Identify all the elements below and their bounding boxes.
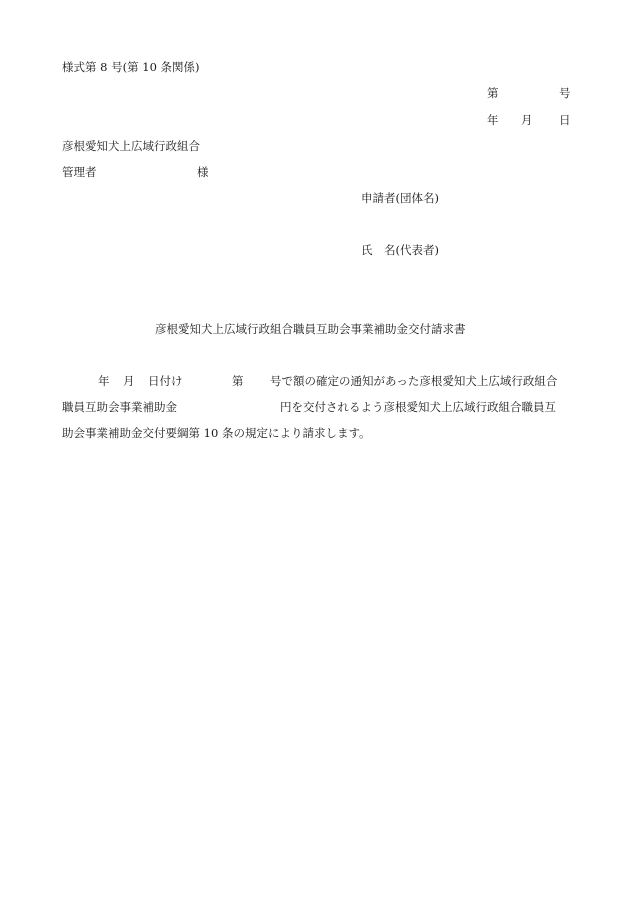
body-month: 月	[123, 374, 135, 388]
body-line2-part2: 円を交付されるよう彦根愛知犬上広域行政組合職員互	[280, 400, 556, 414]
date-year: 年	[487, 113, 499, 127]
applicant-group-label: 申請者(団体名)	[361, 191, 439, 205]
body-number-prefix: 第	[232, 374, 244, 388]
doc-number-prefix: 第	[487, 86, 499, 100]
body-line2-part1: 職員互助会事業補助金	[62, 400, 177, 414]
recipient-organization: 彦根愛知犬上広域行政組合	[62, 139, 200, 153]
body-line1-rest: 号で額の確定の通知があった彦根愛知犬上広域行政組合	[270, 374, 558, 388]
body-day-dated: 日付け	[148, 374, 183, 388]
date-day: 日	[559, 113, 571, 127]
form-label: 様式第 8 号(第 10 条関係)	[62, 60, 200, 74]
recipient-title: 管理者	[62, 165, 97, 179]
body-line-3: 助会事業補助金交付要綱第 10 条の規定により請求します。	[62, 426, 371, 440]
body-year: 年	[98, 374, 110, 388]
applicant-name-label: 氏 名(代表者)	[361, 243, 439, 257]
recipient-honorific: 様	[197, 165, 209, 179]
document-title: 彦根愛知犬上広域行政組合職員互助会事業補助金交付請求書	[155, 322, 466, 336]
date-month: 月	[521, 113, 533, 127]
doc-number-suffix: 号	[559, 86, 571, 100]
